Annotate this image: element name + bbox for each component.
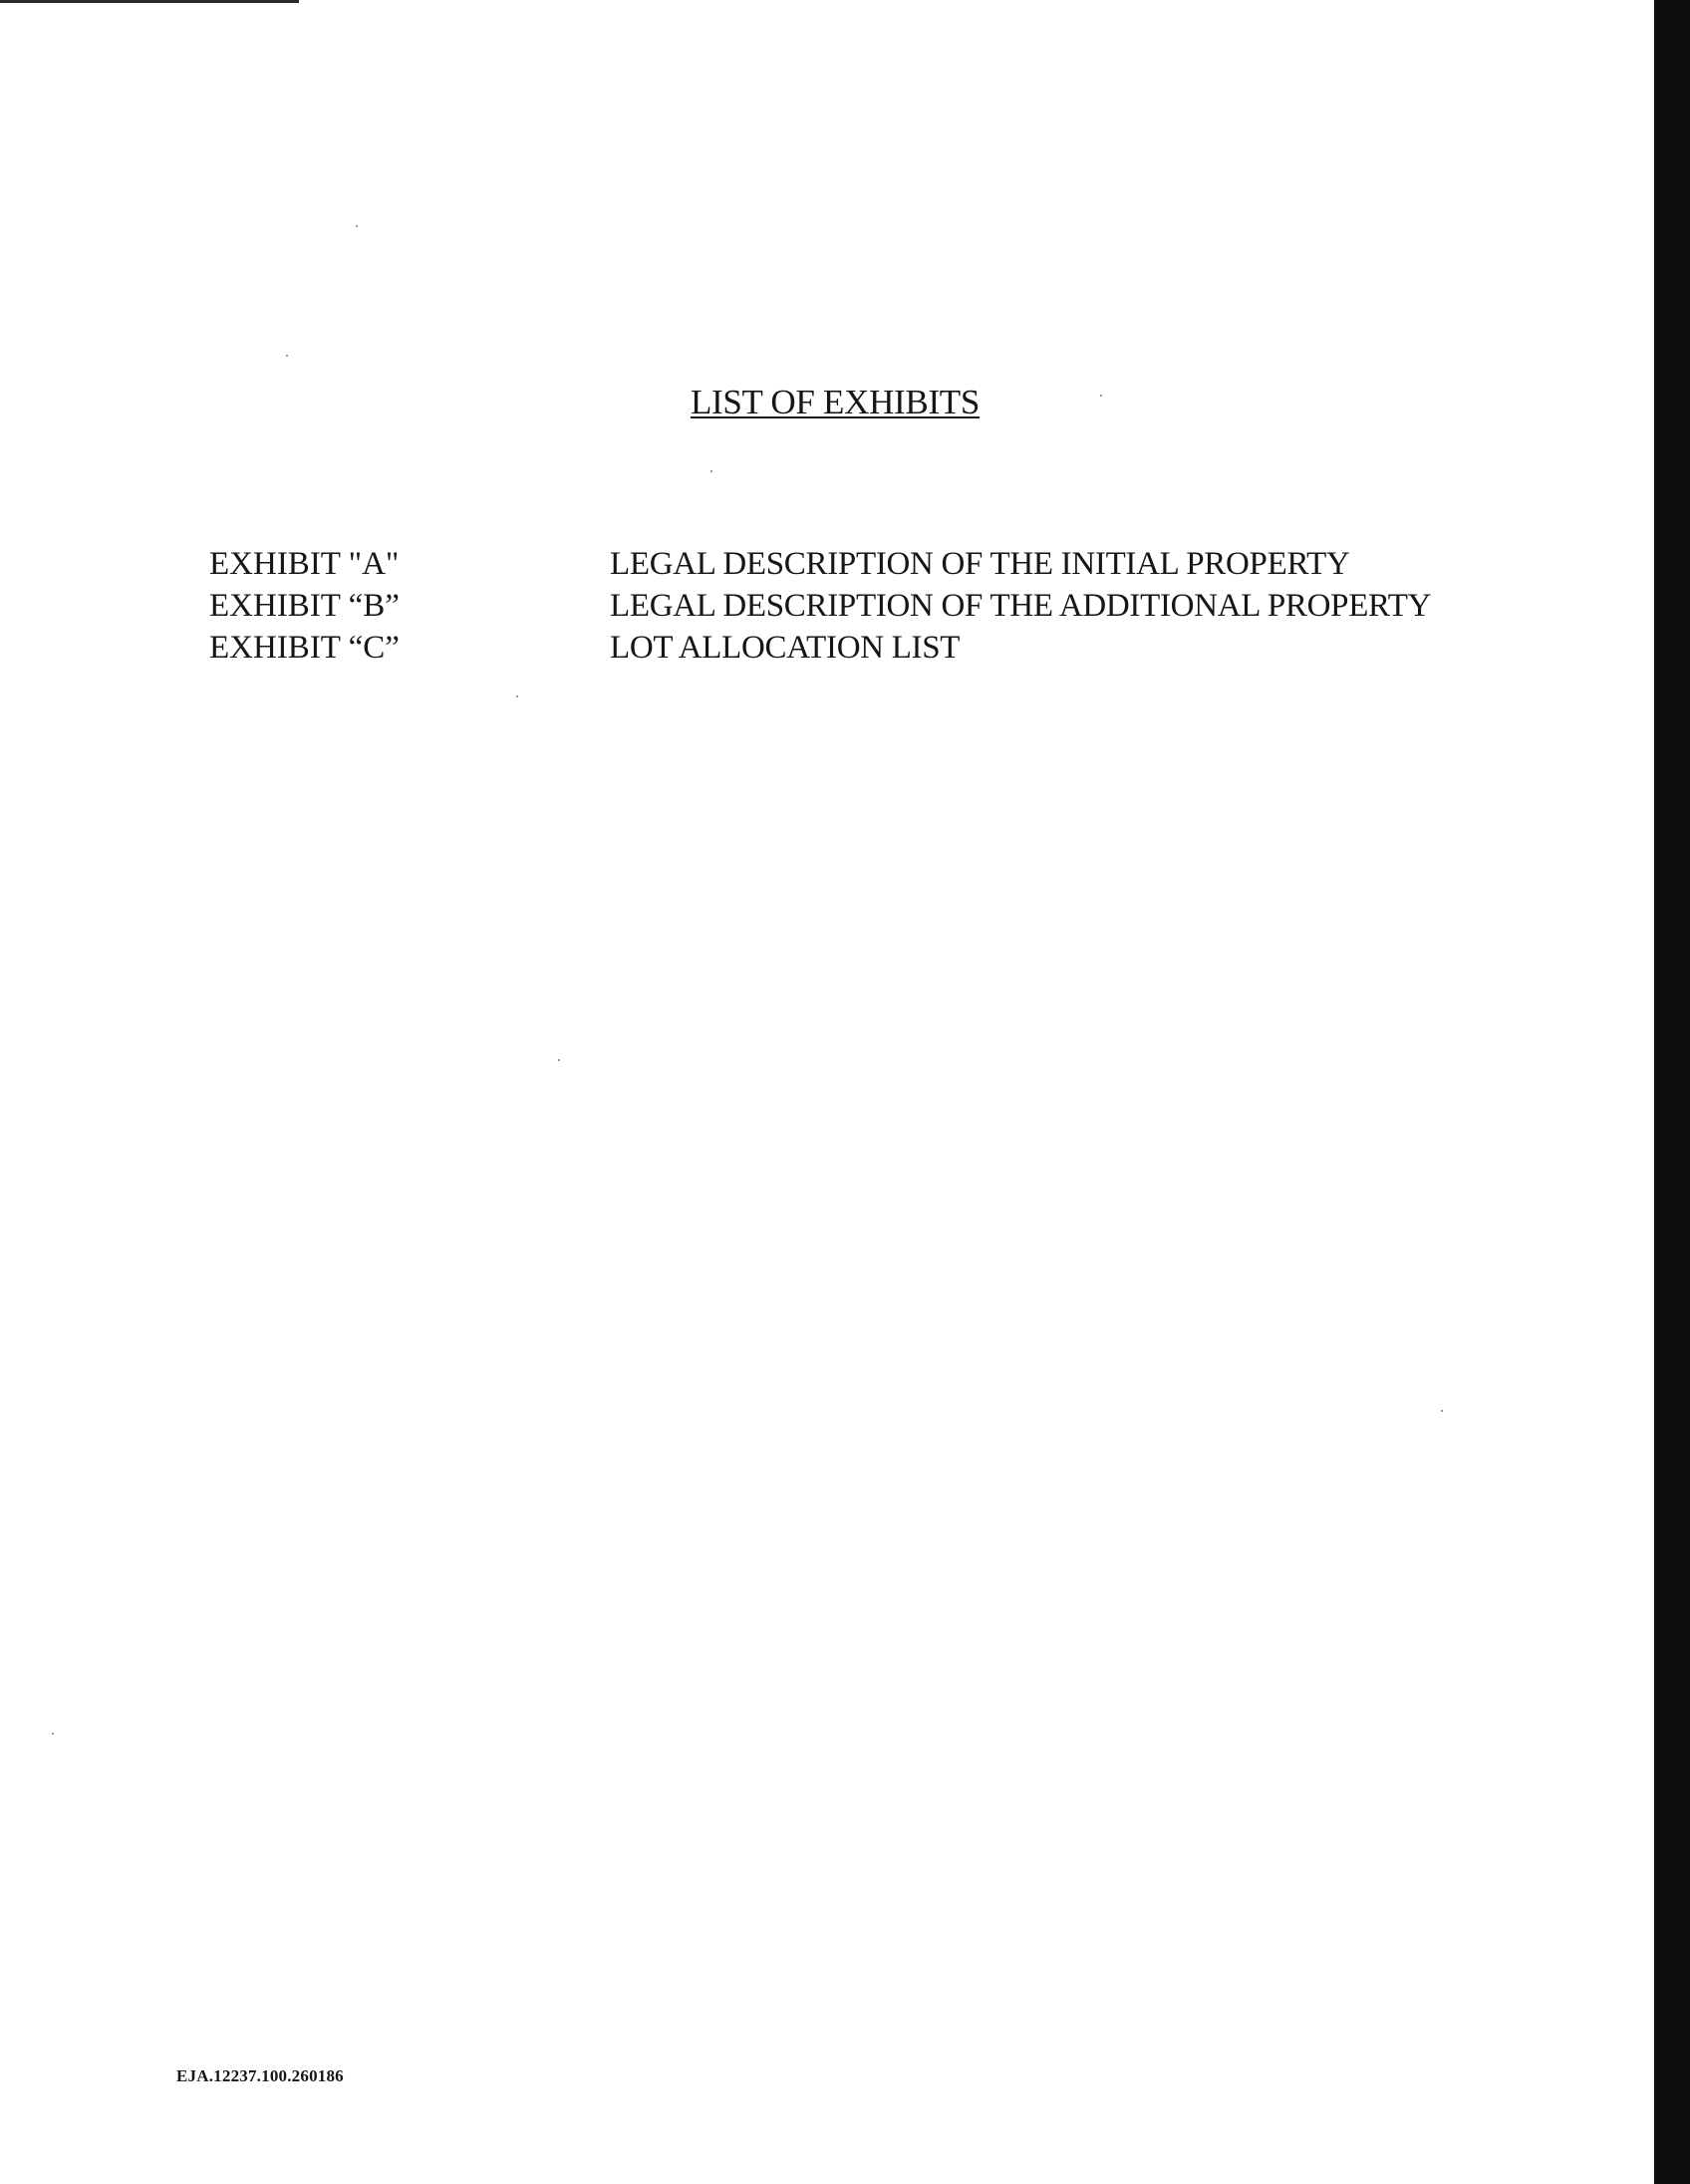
- exhibit-label: EXHIBIT "A": [209, 546, 400, 582]
- exhibit-description: LOT ALLOCATION LIST: [610, 630, 961, 666]
- scan-speck: [52, 1733, 54, 1735]
- exhibit-list: [209, 546, 1431, 672]
- exhibit-description: LEGAL DESCRIPTION OF THE INITIAL PROPERTY: [610, 546, 1350, 582]
- page-title: LIST OF EXHIBITS: [690, 383, 981, 421]
- document-reference-number: EJA.12237.100.260186: [176, 2066, 344, 2085]
- scan-speck: [558, 1059, 560, 1061]
- exhibit-row-c: [209, 630, 1431, 672]
- scan-speck: [356, 225, 358, 227]
- scan-top-rule: [0, 0, 299, 3]
- scan-speck: [286, 355, 288, 357]
- scan-speck: [1441, 1410, 1443, 1412]
- scan-speck: [710, 470, 712, 472]
- exhibit-row-a: [209, 546, 1431, 588]
- scan-speck: [516, 695, 518, 697]
- exhibit-label: EXHIBIT “C”: [209, 630, 400, 666]
- exhibit-description: LEGAL DESCRIPTION OF THE ADDITIONAL PROPERTY: [610, 588, 1432, 624]
- exhibit-row-b: [209, 588, 1431, 630]
- scan-right-edge: [1654, 0, 1690, 2184]
- exhibit-label: EXHIBIT “B”: [209, 588, 400, 624]
